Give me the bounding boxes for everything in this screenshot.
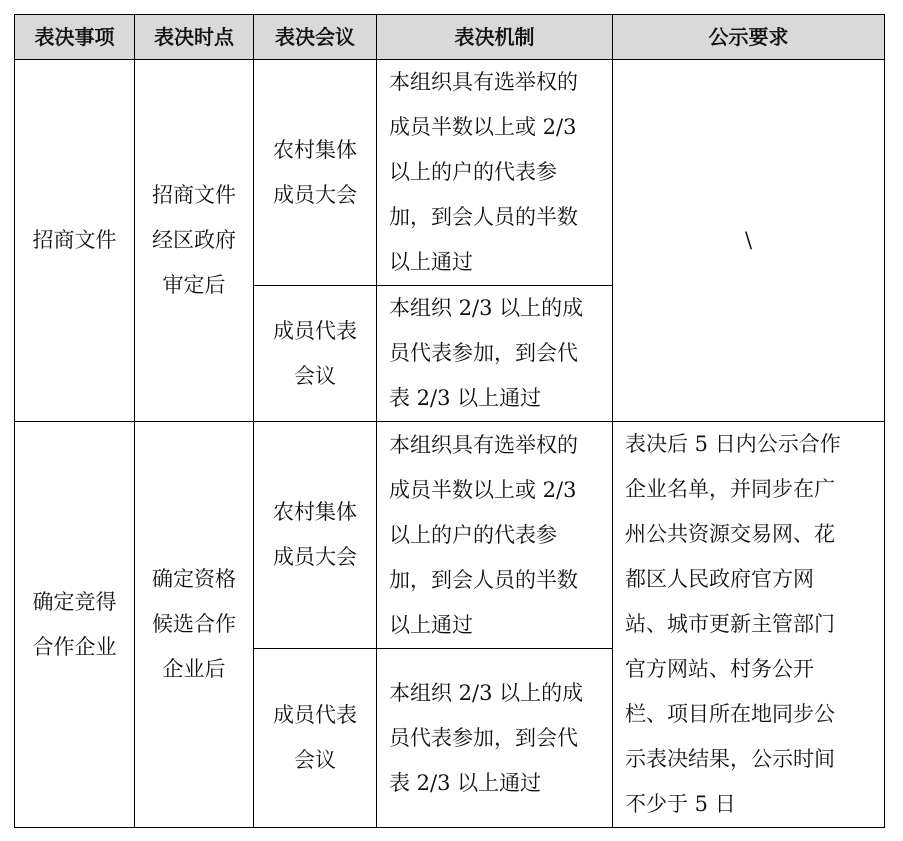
voting-table xyxy=(14,14,885,828)
mechanism-text: 本组织 2/3 以上的成 员代表参加，到会代 表 2/3 以上通过 xyxy=(389,680,584,795)
matter-text: 招商文件 xyxy=(32,228,117,252)
meeting-cell xyxy=(254,422,377,649)
meeting-cell xyxy=(254,60,377,286)
meeting-text: 成员代表 会议 xyxy=(273,318,357,388)
mechanism-cell xyxy=(377,422,613,649)
matter-cell xyxy=(15,60,135,422)
header-row xyxy=(15,15,885,60)
timing-cell xyxy=(135,422,254,828)
notice-cell xyxy=(613,422,885,828)
header-timing: 表决时点 xyxy=(135,15,254,60)
timing-text: 招商文件 经区政府 审定后 xyxy=(152,183,236,297)
mechanism-text: 本组织 2/3 以上的成 员代表参加，到会代 表 2/3 以上通过 xyxy=(389,296,584,410)
mechanism-cell xyxy=(377,60,613,286)
matter-cell xyxy=(15,422,135,828)
notice-cell xyxy=(613,60,885,422)
mechanism-cell xyxy=(377,286,613,422)
header-matter: 表决事项 xyxy=(15,15,135,60)
table-row xyxy=(15,422,885,649)
mechanism-cell xyxy=(377,649,613,828)
mechanism-text: 本组织具有选举权的 成员半数以上或 2/3 以上的户的代表参 加，到会人员的半数 以上通过 xyxy=(389,70,578,274)
meeting-text: 成员代表 会议 xyxy=(273,703,357,773)
timing-cell xyxy=(135,60,254,422)
matter-text: 确定竞得 合作企业 xyxy=(32,589,117,659)
meeting-text: 农村集体 成员大会 xyxy=(273,137,357,207)
header-mechanism: 表决机制 xyxy=(377,15,613,60)
meeting-cell xyxy=(254,649,377,828)
notice-text: 表决后 5 日内公示合作 企业名单，并同步在广 州公共资源交易网、花 都区人民政府官方网 站、城市更新主管部门 官方网站、村务公开 栏、项目所在地同步公 示表决结果，公示时间 不少于 5 日 xyxy=(625,432,841,816)
meeting-text: 农村集体 成员大会 xyxy=(273,500,357,570)
mechanism-text: 本组织具有选举权的 成员半数以上或 2/3 以上的户的代表参 加，到会人员的半数 以上通过 xyxy=(389,432,578,637)
table-row xyxy=(15,60,885,286)
timing-text: 确定资格 候选合作 企业后 xyxy=(152,567,236,681)
meeting-cell xyxy=(254,286,377,422)
header-meeting: 表决会议 xyxy=(254,15,377,60)
header-notice: 公示要求 xyxy=(613,15,885,60)
notice-text: \ xyxy=(744,228,753,252)
